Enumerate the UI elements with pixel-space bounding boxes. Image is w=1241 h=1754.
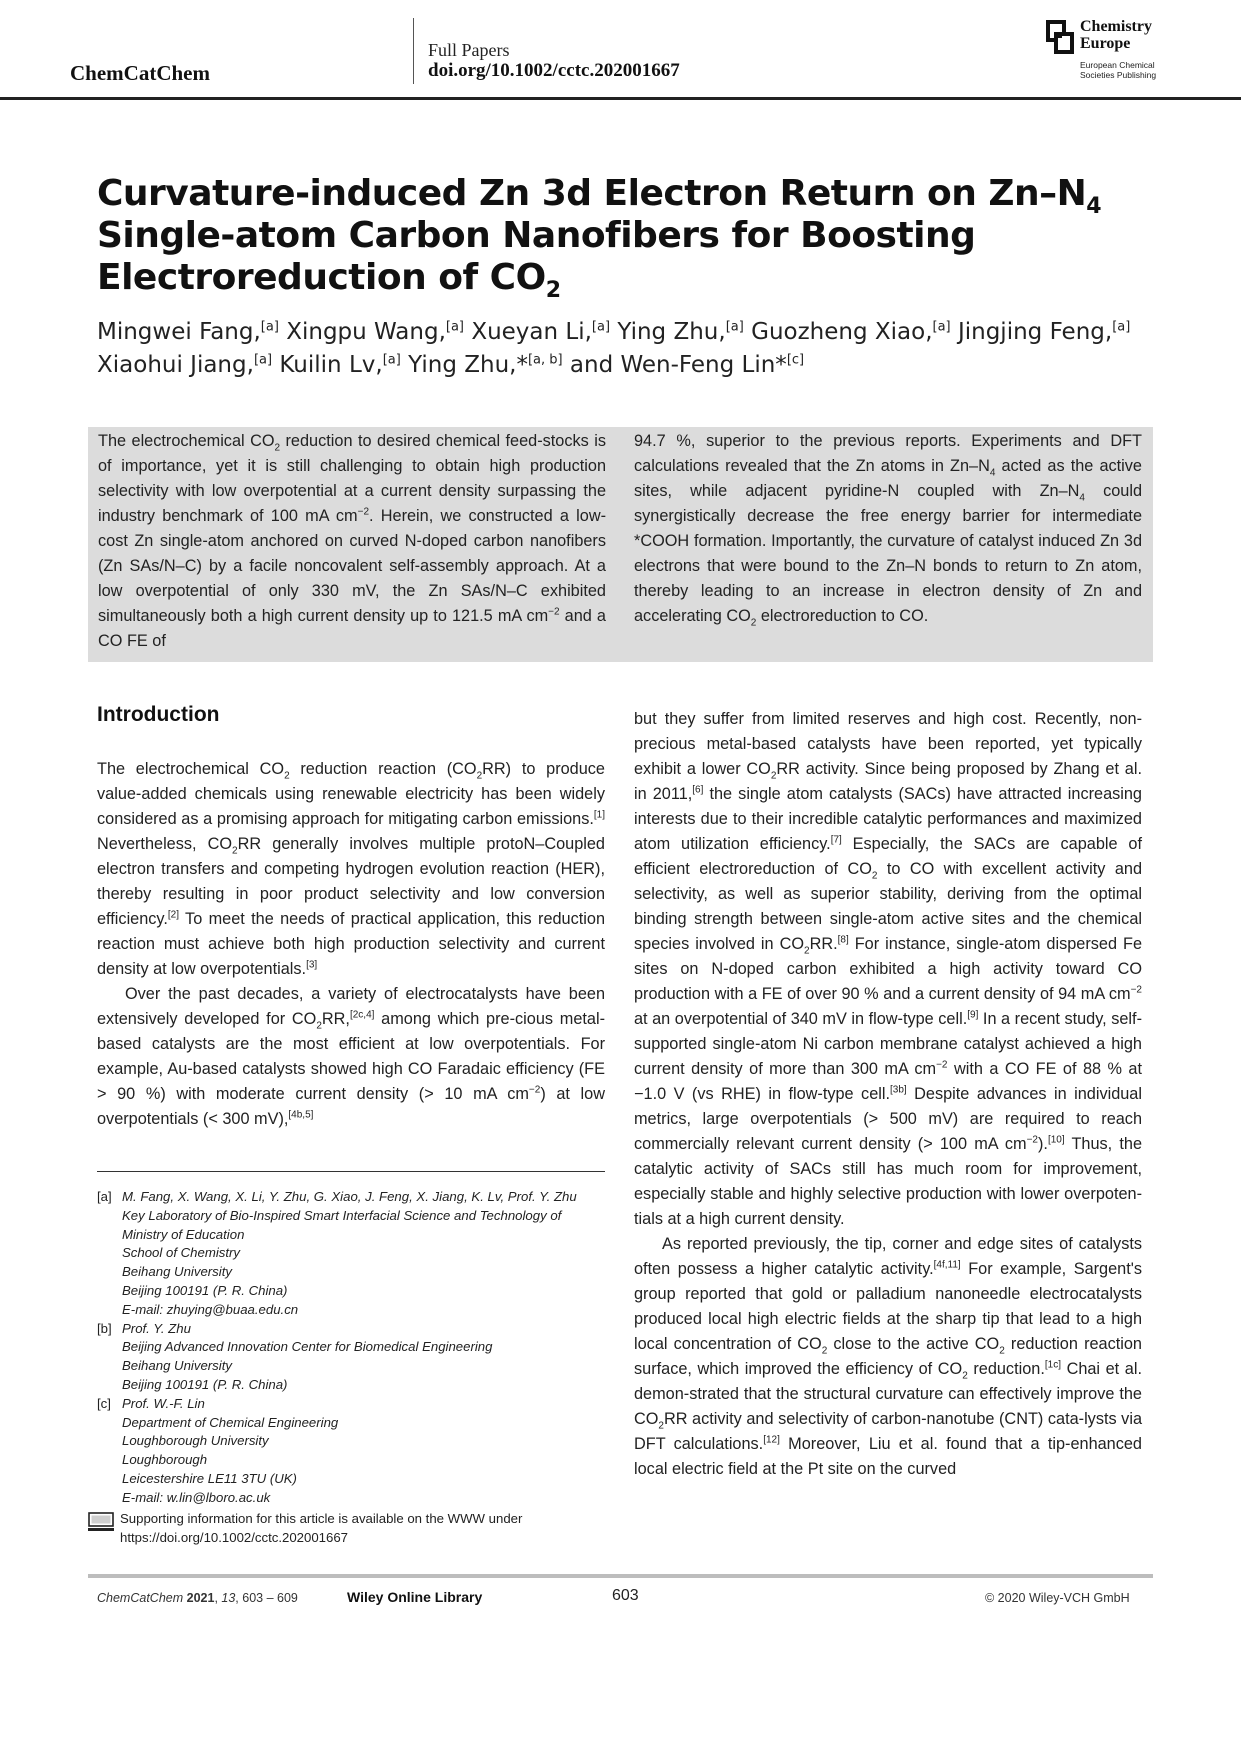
footer-volume: 13 <box>221 1591 236 1605</box>
supporting-info-text: Supporting information for this article is available on the WWW under <box>120 1511 523 1526</box>
affiliation-b <box>97 1320 607 1395</box>
abstract-text: 94.7 %, superior to the previous reports. Experiments and DFT calculations revealed that the Zn atoms in Zn–N <box>634 432 1142 475</box>
body-text: close to the active CO <box>827 1335 1000 1353</box>
body-subscript: 2 <box>316 1020 322 1032</box>
abstract-subscript: 2 <box>750 617 757 629</box>
affiliation-line: Beihang University <box>122 1358 232 1374</box>
citation-link[interactable]: [8] <box>837 934 849 946</box>
abstract-text: . Herein, we constructed a low-cost Zn single-atom anchored on curved N-doped carbon nanofibers (Zn SAs/N–C) by a facile noncovalent self-assembly approach. At a low overpotential of only 330 mV, the Zn SAs/N–C exhibited simultaneously both a high current density up to 121.5 mA cm <box>98 507 606 625</box>
header-divider <box>413 18 414 84</box>
author-name[interactable]: Ying Zhu,* <box>400 352 528 378</box>
abstract-left-column <box>98 429 606 654</box>
affiliation-line: Loughborough <box>122 1452 208 1468</box>
body-text: Moreover, Liu et al. found that a tip-enhanced local electric field at the Pt site on the curved <box>634 1435 1142 1478</box>
abstract-superscript: −2 <box>357 506 370 518</box>
citation-link[interactable]: [1c] <box>1044 1359 1061 1371</box>
body-text: As reported previously, the tip, corner and edge sites of catalysts often possess a higher catalytic activity. <box>634 1235 1142 1278</box>
body-text: RR) to produce value-added chemicals using renewable electricity has been widely considered as a promising approach for mitigating carbon emissions. <box>97 760 605 828</box>
author-name[interactable]: Mingwei Fang, <box>97 319 261 345</box>
title-subscript-2: 2 <box>545 278 561 304</box>
author-name[interactable]: and Wen-Feng Lin* <box>562 352 787 378</box>
affiliation-line: Prof. W.-F. Lin <box>122 1395 205 1411</box>
computer-icon <box>88 1512 114 1532</box>
introduction-heading: Introduction <box>97 703 220 726</box>
body-text: Especially, the SACs are capable of efficient electroreduction of CO <box>634 835 1142 878</box>
footer-rule <box>88 1574 1153 1578</box>
affiliation-line: Ministry of Education <box>122 1226 245 1242</box>
citation-link[interactable]: [10] <box>1047 1134 1065 1146</box>
body-text: For instance, single-atom dispersed Fe sites on N-doped carbon exhibited a high activity toward CO production with a FE of over 90 % and a current density of 94 mA cm <box>634 935 1142 1003</box>
body-superscript: −2 <box>1026 1134 1038 1146</box>
body-subscript: 2 <box>476 770 483 782</box>
citation-link[interactable]: [6] <box>692 784 704 796</box>
doi-link[interactable]: doi.org/10.1002/cctc.202001667 <box>428 60 680 81</box>
abstract-text: reduction to desired chemical feed-stocks is of importance, yet it is still challenging to obtain high production selectivity with low overpotential at a current density surpassing the industry benchmark of 100 mA cm <box>98 432 606 525</box>
body-text: reduction reaction surface, which improved the efficiency of CO <box>634 1335 1142 1378</box>
title-text-2: Single-atom Carbon Nanofibers for Boosting Electroreduction of CO <box>97 215 976 298</box>
footer-journal: ChemCatChem <box>97 1591 184 1605</box>
author-affiliation: [a] <box>382 352 401 368</box>
body-subscript: 2 <box>962 1370 968 1382</box>
body-left-column <box>97 757 605 1132</box>
author-affiliation: [a] <box>445 319 465 335</box>
abstract-subscript: 4 <box>989 467 996 479</box>
publisher-subtitle-line2: Societies Publishing <box>1080 70 1157 80</box>
affiliation-line: School of Chemistry <box>122 1245 240 1261</box>
affiliation-line: M. Fang, X. Wang, X. Li, Y. Zhu, G. Xiao, J. Feng, X. Jiang, K. Lv, Prof. Y. Zhu <box>122 1189 577 1204</box>
section-label: Full Papers <box>428 40 510 60</box>
title-text-1: Curvature-induced Zn 3d Electron Return on Zn–N <box>97 173 1087 214</box>
author-affiliation: [a] <box>260 319 279 335</box>
body-text: Despite advances in individual metrics, large overpotentials (> 500 mV) are required to reach commercially relevant current density (> 100 mA cm <box>634 1085 1142 1153</box>
author-name[interactable]: Kuilin Lv, <box>272 352 383 378</box>
body-text: Thus, the catalytic activity of SACs still has much room for improvement, especially stable and highly selective production with lower overpoten-tials at a high current density. <box>634 1135 1142 1228</box>
citation-link[interactable]: [2c,4] <box>349 1009 375 1021</box>
body-superscript: −2 <box>1130 984 1142 996</box>
body-subscript: 2 <box>871 870 878 882</box>
body-text: reduction reaction (CO <box>289 760 477 778</box>
body-right-column <box>634 707 1142 1482</box>
body-subscript: 2 <box>999 1345 1005 1357</box>
affiliation-c <box>97 1395 607 1508</box>
publisher-logo[interactable] <box>1046 18 1181 84</box>
citation-link[interactable]: [4f,11] <box>933 1259 961 1271</box>
body-text: To meet the needs of practical application, this reduction reaction must achieve both high production selectivity and current density at low overpotentials. <box>97 910 605 978</box>
abstract-subscript: 4 <box>1079 492 1085 504</box>
abstract-text: could synergistically decrease the free energy barrier for intermediate *COOH formation. Importantly, the curvature of catalyst induced Zn 3d electrons that were bound to the Zn–N bonds to return to Zn atom, thereby leading to an increase in electron density of Zn and accelerating CO <box>634 482 1142 625</box>
email-link[interactable]: E-mail: w.lin@lboro.ac.uk <box>122 1489 271 1505</box>
abstract-text: electroreduction to CO. <box>756 607 929 625</box>
body-subscript: 2 <box>821 1345 828 1357</box>
intro-paragraph-1 <box>97 757 605 982</box>
body-text: ) at low overpotentials (< 300 mV), <box>97 1085 605 1128</box>
citation-link[interactable]: [3b] <box>890 1084 907 1096</box>
journal-name: ChemCatChem <box>70 61 210 85</box>
affiliation-line: Prof. Y. Zhu <box>122 1320 191 1336</box>
affiliation-line: Department of Chemical Engineering <box>122 1414 339 1430</box>
body-subscript: 2 <box>804 945 810 957</box>
body-text: RR activity. Since being proposed by Zhang et al. in 2011, <box>634 760 1142 803</box>
body-text: The electrochemical CO <box>97 760 285 778</box>
body-text: to CO with excellent activity and selectivity, as well as superior stability, deriving from the optimal binding strength between single-atom active sites and the chemical species involved in CO <box>634 860 1142 953</box>
abstract-text: acted as the active sites, while adjacent pyridine-N coupled with Zn–N <box>634 457 1142 500</box>
author-name[interactable]: Ying Zhu, <box>610 319 726 345</box>
abstract-text: and a CO FE of <box>98 607 606 650</box>
body-text: among which pre-cious metal-based catalysts are the most efficient at low overpotentials. For example, Au-based catalysts showed high CO Faradaic efficiency (FE > 90 %) with moderate current density (> 10 mA cm <box>97 1010 605 1103</box>
abstract-text: The electrochemical CO <box>98 432 275 450</box>
author-affiliation: [a] <box>1112 319 1131 335</box>
body-text: but they suffer from limited reserves and high cost. Recently, non-precious metal-based catalysts have been reported, yet typically exhibit a lower CO <box>634 710 1142 778</box>
affiliation-tag: [a] <box>97 1189 112 1204</box>
footer-pages: , 603 – 609 <box>235 1591 298 1605</box>
affiliation-tag: [b] <box>97 1320 112 1336</box>
citation-link[interactable]: [1] <box>593 809 605 821</box>
abstract-superscript: −2 <box>548 606 560 618</box>
author-affiliation: [a] <box>725 319 744 335</box>
intro-paragraph-3 <box>634 707 1142 1232</box>
abstract-subscript: 2 <box>274 442 281 454</box>
citation-link[interactable]: [7] <box>830 834 842 846</box>
affiliation-line: Beihang University <box>122 1264 232 1280</box>
copyright: © 2020 Wiley-VCH GmbH <box>985 1591 1130 1605</box>
citation-link[interactable]: [9] <box>967 1009 979 1021</box>
body-subscript: 2 <box>770 770 777 782</box>
author-name[interactable]: Guozheng Xiao, <box>743 319 933 345</box>
author-affiliation: [c] <box>786 352 805 368</box>
body-text: ). <box>1037 1135 1048 1153</box>
chemistry-europe-logo-icon <box>1046 20 1074 54</box>
body-text: In a recent study, self-supported single-atom Ni carbon membrane catalyst achieved a high current density of more than 300 mA cm <box>634 1010 1142 1078</box>
publisher-name-line1: Chemistry <box>1080 18 1152 35</box>
body-subscript: 2 <box>658 1420 664 1432</box>
body-text: RR activity and selectivity of carbon-nanotube (CNT) cata-lysts via DFT calculations. <box>634 1410 1142 1453</box>
citation-link[interactable]: [4b,5] <box>288 1109 314 1121</box>
author-name[interactable]: Xingpu Wang, <box>278 319 446 345</box>
affiliation-line: Beijing 100191 (P. R. China) <box>122 1282 288 1298</box>
intro-paragraph-4 <box>634 1232 1142 1482</box>
affiliation-a <box>97 1188 607 1320</box>
abstract-right-column <box>634 429 1142 629</box>
article-title <box>97 173 1157 304</box>
affiliation-line: Loughborough University <box>122 1433 269 1449</box>
supporting-info <box>88 1510 606 1548</box>
body-text: RR, <box>321 1010 350 1028</box>
affiliation-line: Key Laboratory of Bio-Inspired Smart Interfacial Science and Technology of <box>122 1207 562 1223</box>
email-link[interactable]: E-mail: zhuying@buaa.edu.cn <box>122 1301 299 1317</box>
body-text: RR generally involves multiple protoN–Coupled electron transfers and competing hydrogen evolution reaction (HER), thereby resulting in poor product selectivity and low conversion efficiency. <box>97 835 605 928</box>
title-subscript-1: 4 <box>1086 194 1102 220</box>
wiley-online-library-link[interactable]: Wiley Online Library <box>347 1589 483 1605</box>
citation-link[interactable]: [3] <box>306 959 318 971</box>
body-text: For example, Sargent's group reported that gold or palladium nanoneedle electrocatalysts produced local high electric fields at the sharp tip that lead to a high local concentration of CO <box>634 1260 1142 1353</box>
publisher-name-line2: Europe <box>1080 35 1131 52</box>
affiliation-tag: [c] <box>97 1395 111 1411</box>
body-text: Chai et al. demon-strated that the structural curvature can effectively improve the CO <box>634 1360 1142 1428</box>
author-name[interactable]: Xueyan Li, <box>464 319 592 345</box>
footer-citation: ChemCatChem 2021, 13, 603 – 609 <box>97 1591 298 1605</box>
body-superscript: −2 <box>528 1084 541 1096</box>
affiliation-line: Beijing 100191 (P. R. China) <box>122 1376 288 1392</box>
body-text: at an overpotential of 340 mV in flow-type cell. <box>634 1010 968 1028</box>
author-affiliation: [a, b] <box>527 352 563 368</box>
body-text: RR. <box>809 935 838 953</box>
affiliations <box>97 1188 607 1508</box>
publisher-name <box>1080 18 1152 52</box>
body-text: with a CO FE of 88 % at −1.0 V (vs RHE) in flow-type cell. <box>634 1060 1142 1103</box>
body-text: the single atom catalysts (SACs) have attracted increasing interests due to their incredible catalytic performances and maximized atom utilization efficiency. <box>634 785 1142 853</box>
body-subscript: 2 <box>284 770 290 782</box>
author-affiliation: [a] <box>932 319 951 335</box>
footer-year: 2021 <box>186 1591 215 1605</box>
citation-link[interactable]: [12] <box>763 1434 780 1446</box>
body-text: Over the past decades, a variety of electrocatalysts have been extensively developed for CO <box>97 985 605 1028</box>
body-subscript: 2 <box>232 845 238 857</box>
supporting-info-link[interactable]: https://doi.org/10.1002/cctc.202001667 <box>120 1529 349 1545</box>
affiliation-line: Beijing Advanced Innovation Center for Biomedical Engineering <box>122 1339 493 1355</box>
publisher-subtitle-line1: European Chemical <box>1080 60 1155 70</box>
author-affiliation: [a] <box>591 319 611 335</box>
author-affiliation: [a] <box>253 352 273 368</box>
page-number: 603 <box>612 1587 639 1604</box>
author-name[interactable]: Jingjing Feng, <box>950 319 1113 345</box>
author-list <box>97 316 1157 382</box>
body-text: reduction. <box>967 1360 1045 1378</box>
affiliation-line: Leicestershire LE11 3TU (UK) <box>122 1470 297 1486</box>
citation-link[interactable]: [2] <box>167 909 180 921</box>
header-rule <box>0 97 1241 100</box>
publisher-subtitle <box>1080 60 1156 80</box>
body-text: Nevertheless, CO <box>97 835 233 853</box>
body-superscript: −2 <box>936 1059 948 1071</box>
footnote-rule <box>97 1171 605 1172</box>
author-name[interactable]: Xiaohui Jiang, <box>97 352 254 378</box>
intro-paragraph-2 <box>97 982 605 1132</box>
